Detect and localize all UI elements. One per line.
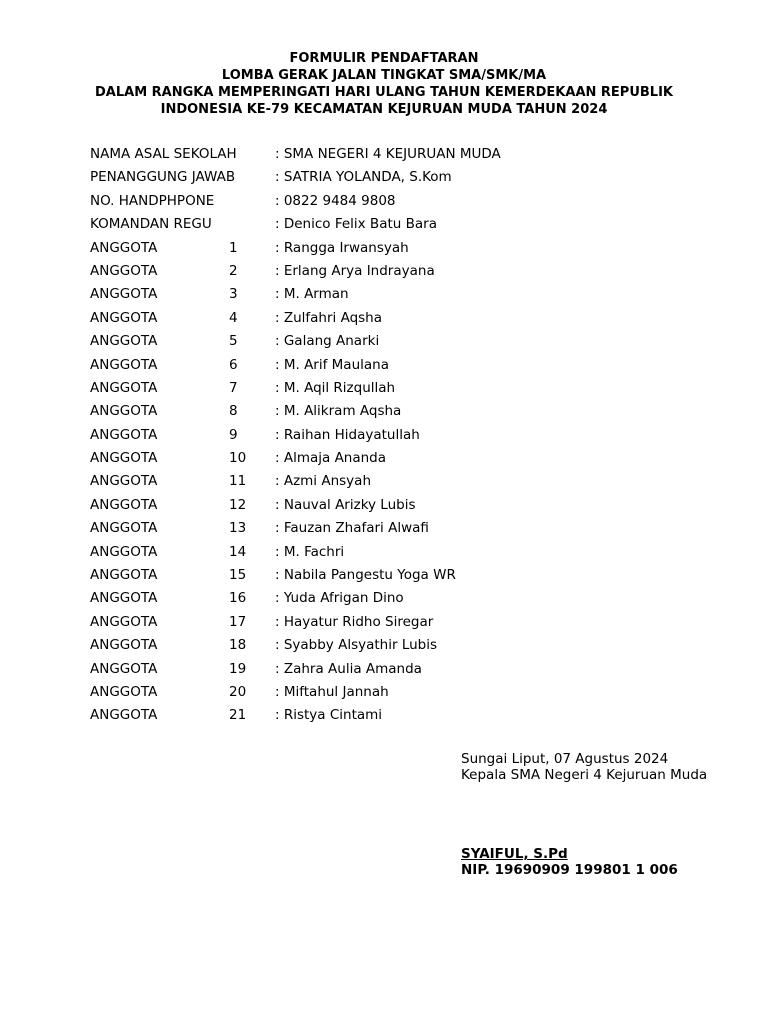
signature-block xyxy=(461,751,707,878)
signature-role: Kepala SMA Negeri 4 Kejuruan Muda xyxy=(461,767,708,783)
row-label: ANGGOTA xyxy=(90,333,158,350)
row-value: : M. Alikram Aqsha xyxy=(275,403,402,420)
row-number: 9 xyxy=(229,426,238,443)
row-label: ANGGOTA xyxy=(90,450,158,467)
row-value: : M. Fachri xyxy=(275,543,345,560)
row-number: 12 xyxy=(229,496,247,513)
row-number: 16 xyxy=(229,590,247,607)
row-value: : Yuda Afrigan Dino xyxy=(275,590,404,607)
row-value: : Nabila Pangestu Yoga WR xyxy=(275,567,456,584)
row-value: : Fauzan Zhafari Alwafi xyxy=(275,520,429,537)
row-value: : Raihan Hidayatullah xyxy=(275,426,420,443)
row-value: : 0822 9484 9808 xyxy=(275,192,396,209)
row-value: : SATRIA YOLANDA, S.Kom xyxy=(275,169,452,186)
row-value: : Rangga Irwansyah xyxy=(275,239,409,256)
title-line-3: DALAM RANGKA MEMPERINGATI HARI ULANG TAHUN KEMERDEKAAN REPUBLIK xyxy=(95,85,673,100)
row-label: ANGGOTA xyxy=(90,637,158,654)
row-label: ANGGOTA xyxy=(90,262,158,279)
row-label: NO. HANDPHPONE xyxy=(90,192,215,209)
row-label: ANGGOTA xyxy=(90,426,158,443)
row-value: : M. Aqil Rizqullah xyxy=(275,379,396,396)
row-value: : Ristya Cintami xyxy=(275,707,383,724)
row-value: : Denico Felix Batu Bara xyxy=(275,216,437,233)
row-value: : Azmi Ansyah xyxy=(275,473,371,490)
row-number: 1 xyxy=(229,239,238,256)
row-value: : Erlang Arya Indrayana xyxy=(275,262,435,279)
row-label: ANGGOTA xyxy=(90,660,158,677)
row-number: 20 xyxy=(229,683,247,700)
row-label: ANGGOTA xyxy=(90,239,158,256)
row-label: ANGGOTA xyxy=(90,379,158,396)
row-label: PENANGGUNG JAWAB xyxy=(90,169,236,186)
row-label: ANGGOTA xyxy=(90,286,158,303)
row-number: 8 xyxy=(229,403,238,420)
row-value: : Nauval Arizky Lubis xyxy=(275,496,416,513)
row-label: ANGGOTA xyxy=(90,707,158,724)
signature-place-date: Sungai Liput, 07 Agustus 2024 xyxy=(461,751,669,767)
row-label: ANGGOTA xyxy=(90,403,158,420)
row-value: : Miftahul Jannah xyxy=(275,683,389,700)
row-label: ANGGOTA xyxy=(90,309,158,326)
signature-name: SYAIFUL, S.Pd xyxy=(461,846,568,862)
row-label: ANGGOTA xyxy=(90,496,158,513)
row-number: 2 xyxy=(229,262,238,279)
row-value: : Hayatur Ridho Siregar xyxy=(275,613,434,630)
row-label: ANGGOTA xyxy=(90,683,158,700)
row-label: NAMA ASAL SEKOLAH xyxy=(90,146,237,162)
row-number: 14 xyxy=(229,543,247,560)
row-label: ANGGOTA xyxy=(90,567,158,584)
row-number: 5 xyxy=(229,333,238,350)
title-line-1: FORMULIR PENDAFTARAN xyxy=(289,51,479,66)
row-number: 4 xyxy=(229,309,238,326)
row-value: : Almaja Ananda xyxy=(275,450,387,467)
row-label: ANGGOTA xyxy=(90,356,158,373)
document-title xyxy=(0,50,768,118)
row-value: : Zahra Aulia Amanda xyxy=(275,660,422,677)
row-number: 17 xyxy=(229,613,247,630)
row-label: ANGGOTA xyxy=(90,543,158,560)
row-number: 3 xyxy=(229,286,238,303)
row-label: ANGGOTA xyxy=(90,613,158,630)
row-number: 11 xyxy=(229,473,247,490)
row-number: 21 xyxy=(229,707,247,724)
row-value: : Zulfahri Aqsha xyxy=(275,309,382,326)
row-number: 7 xyxy=(229,379,238,396)
row-number: 15 xyxy=(229,567,247,584)
title-line-2: LOMBA GERAK JALAN TINGKAT SMA/SMK/MA xyxy=(221,68,547,83)
row-label: ANGGOTA xyxy=(90,590,158,607)
row-number: 13 xyxy=(229,520,247,537)
title-line-4: INDONESIA KE-79 KECAMATAN KEJURUAN MUDA TAHUN 2024 xyxy=(160,102,608,117)
row-label: ANGGOTA xyxy=(90,520,158,537)
row-number: 6 xyxy=(229,356,238,373)
row-value: : SMA NEGERI 4 KEJURUAN MUDA xyxy=(275,146,501,162)
row-value: : Syabby Alsyathir Lubis xyxy=(275,637,438,654)
signature-nip: NIP. 19690909 199801 1 006 xyxy=(461,862,678,878)
row-value: : M. Arman xyxy=(275,286,349,303)
row-number: 10 xyxy=(229,450,247,467)
row-value: : Galang Anarki xyxy=(275,333,380,350)
row-label: ANGGOTA xyxy=(90,473,158,490)
row-number: 18 xyxy=(229,637,247,654)
row-value: : M. Arif Maulana xyxy=(275,356,389,373)
row-number: 19 xyxy=(229,660,247,677)
row-label: KOMANDAN REGU xyxy=(90,216,212,233)
